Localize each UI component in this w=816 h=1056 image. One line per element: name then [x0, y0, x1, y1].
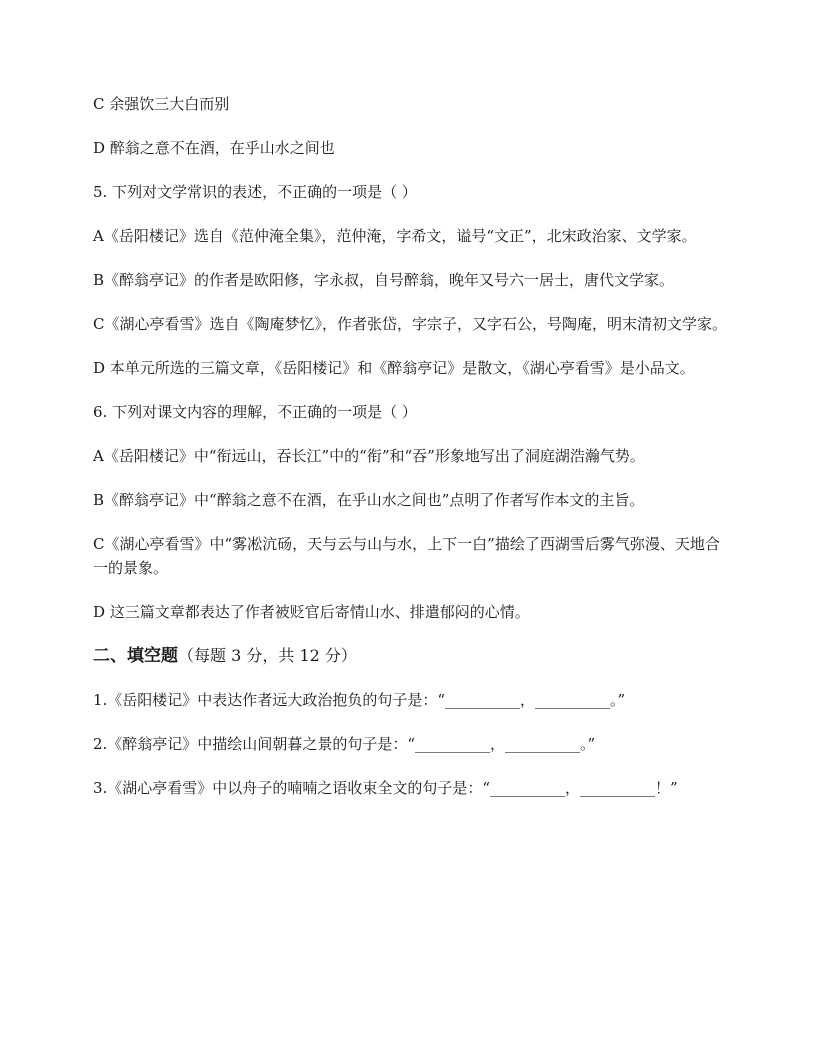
- question-6: 6. 下列对课文内容的理解，不正确的一项是（ ）: [93, 403, 417, 421]
- option-c-q5: C《湖心亭看雪》选自《陶庵梦忆》，作者张岱，字宗子，又字石公，号陶庵，明末清初文学家。: [93, 315, 727, 333]
- section-note: （每题 3 分，共 12 分）: [178, 646, 357, 665]
- section-title: 二、填空题: [93, 646, 178, 666]
- option-d-q6: D 这三篇文章都表达了作者被贬官后寄情山水、排遣郁闷的心情。: [93, 603, 530, 621]
- option-b-q5: B《醉翁亭记》的作者是欧阳修，字永叔，自号醉翁，晚年又号六一居士，唐代文学家。: [93, 271, 675, 289]
- option-d-q4: D 醉翁之意不在酒，在乎山水之间也: [93, 139, 335, 157]
- fill-item-2: 2.《醉翁亭记》中描绘山间朝暮之景的句子是：“__________，__________。”: [93, 735, 596, 753]
- option-c-q4: C 余强饮三大白而别: [93, 95, 230, 113]
- question-5: 5. 下列对文学常识的表述，不正确的一项是（ ）: [93, 183, 417, 201]
- fill-item-3: 3.《湖心亭看雪》中以舟子的喃喃之语收束全文的句子是：“__________，__________！”: [93, 779, 678, 797]
- section-heading: [93, 644, 733, 668]
- document-page: [93, 92, 733, 820]
- option-d-q5: D 本单元所选的三篇文章，《岳阳楼记》和《醉翁亭记》是散文，《湖心亭看雪》是小品文。: [93, 359, 695, 377]
- option-c-q6: C《湖心亭看雪》中“雾凇沆砀，天与云与山与水，上下一白”描绘了西湖雪后雾气弥漫、天地合一的景象。: [93, 535, 720, 577]
- fill-item-1: 1.《岳阳楼记》中表达作者远大政治抱负的句子是：“__________，__________。”: [93, 691, 626, 709]
- option-a-q5: A《岳阳楼记》选自《范仲淹全集》，范仲淹，字希文，谥号“文正”，北宋政治家、文学家。: [93, 227, 697, 245]
- option-b-q6: B《醉翁亭记》中“醉翁之意不在酒，在乎山水之间也”点明了作者写作本文的主旨。: [93, 491, 645, 509]
- option-a-q6: A《岳阳楼记》中“衔远山，吞长江”中的“衔”和“吞”形象地写出了洞庭湖浩瀚气势。: [93, 447, 645, 465]
